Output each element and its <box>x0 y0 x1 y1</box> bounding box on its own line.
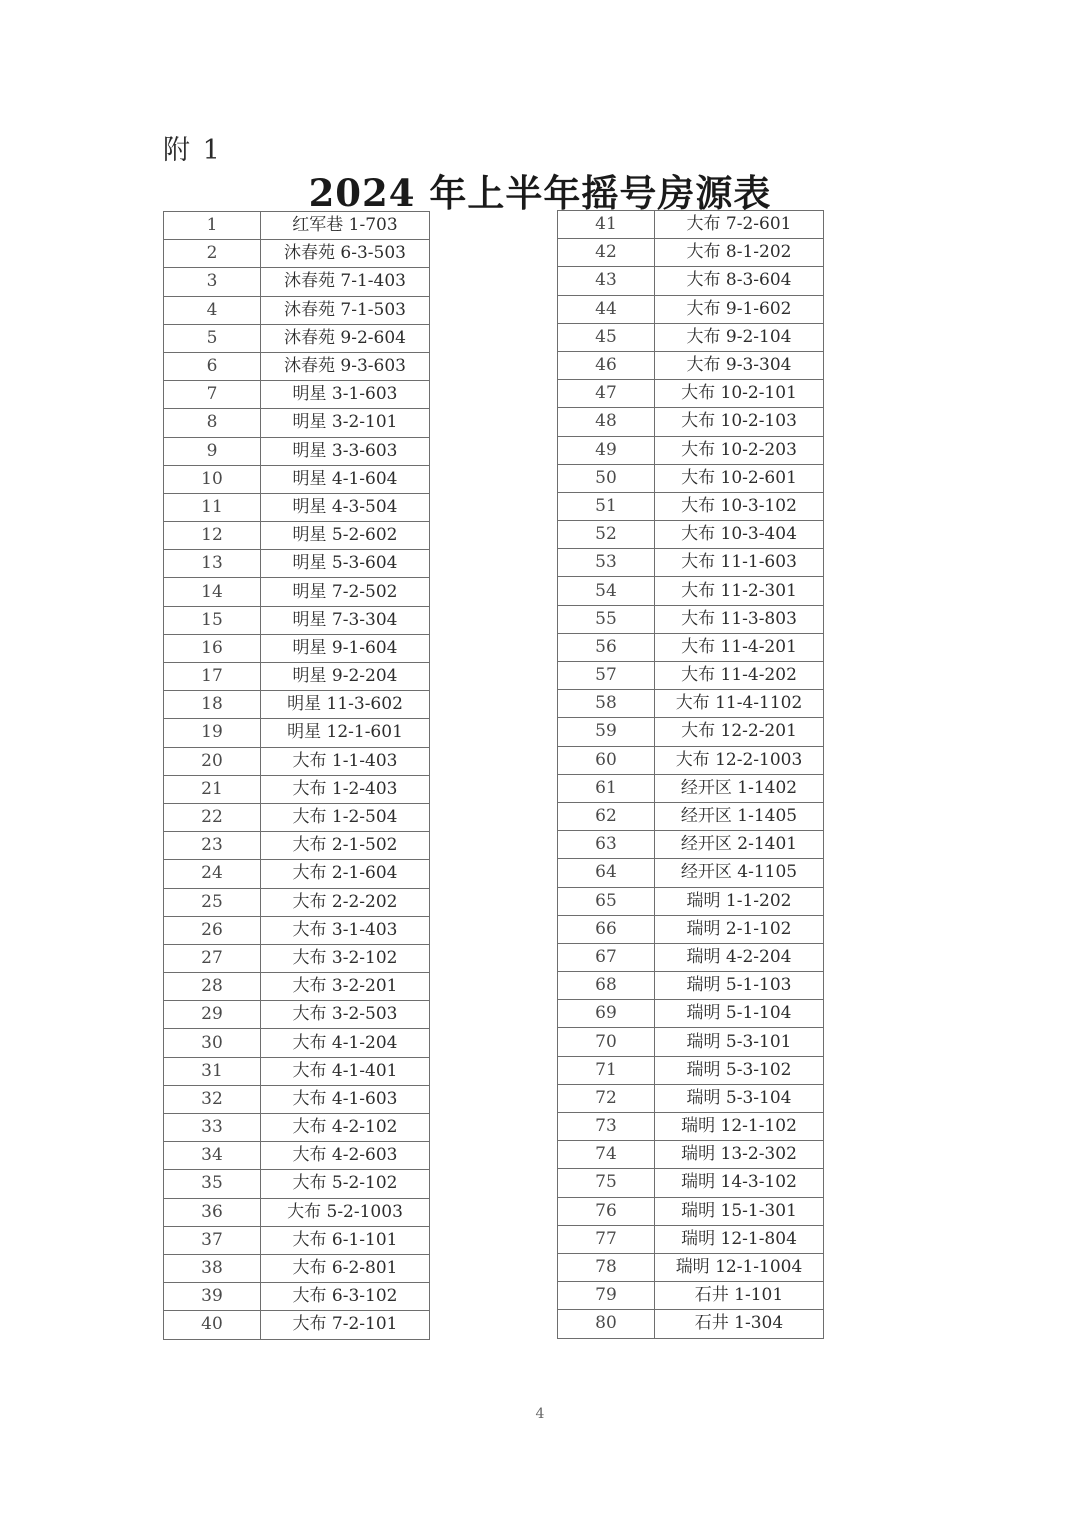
table-row <box>558 211 824 239</box>
table-row <box>558 408 824 436</box>
row-number: 34 <box>164 1142 261 1170</box>
house-address: 大布 5-2-1003 <box>261 1198 430 1226</box>
row-number: 52 <box>558 521 655 549</box>
house-address: 大布 4-1-603 <box>261 1085 430 1113</box>
row-number: 58 <box>558 690 655 718</box>
row-number: 72 <box>558 1084 655 1112</box>
house-address: 瑞明 4-2-204 <box>655 943 824 971</box>
table-row <box>164 409 430 437</box>
table-row <box>558 1084 824 1112</box>
table-row <box>164 324 430 352</box>
row-number: 46 <box>558 351 655 379</box>
row-number: 63 <box>558 831 655 859</box>
table-row <box>558 1141 824 1169</box>
row-number: 73 <box>558 1113 655 1141</box>
row-number: 62 <box>558 802 655 830</box>
house-address: 大布 9-3-304 <box>655 351 824 379</box>
table-row <box>558 633 824 661</box>
row-number: 33 <box>164 1114 261 1142</box>
row-number: 6 <box>164 352 261 380</box>
row-number: 15 <box>164 606 261 634</box>
row-number: 56 <box>558 633 655 661</box>
table-row <box>164 944 430 972</box>
table-row <box>558 323 824 351</box>
row-number: 24 <box>164 860 261 888</box>
house-address: 大布 3-2-102 <box>261 944 430 972</box>
table-row <box>164 1001 430 1029</box>
table-row <box>164 296 430 324</box>
row-number: 12 <box>164 522 261 550</box>
table-row <box>558 295 824 323</box>
row-number: 22 <box>164 803 261 831</box>
table-row <box>164 803 430 831</box>
table-row <box>558 549 824 577</box>
row-number: 27 <box>164 944 261 972</box>
house-address: 明星 3-3-603 <box>261 437 430 465</box>
table-row <box>164 634 430 662</box>
table-row <box>164 832 430 860</box>
house-address: 沐春苑 7-1-403 <box>261 268 430 296</box>
house-address: 大布 6-1-101 <box>261 1226 430 1254</box>
table-row <box>558 1310 824 1338</box>
house-address: 石井 1-304 <box>655 1310 824 1338</box>
house-address: 大布 11-3-803 <box>655 605 824 633</box>
house-address: 大布 6-2-801 <box>261 1254 430 1282</box>
house-address: 瑞明 5-3-102 <box>655 1056 824 1084</box>
house-address: 大布 11-4-1102 <box>655 690 824 718</box>
row-number: 70 <box>558 1028 655 1056</box>
house-address: 沐春苑 9-3-603 <box>261 352 430 380</box>
house-address: 大布 12-2-1003 <box>655 746 824 774</box>
table-row <box>558 1253 824 1281</box>
house-address: 大布 11-4-201 <box>655 633 824 661</box>
row-number: 67 <box>558 943 655 971</box>
table-row <box>558 887 824 915</box>
row-number: 36 <box>164 1198 261 1226</box>
house-address: 大布 10-2-101 <box>655 380 824 408</box>
table-row <box>558 605 824 633</box>
house-address: 瑞明 5-3-101 <box>655 1028 824 1056</box>
table-row <box>558 521 824 549</box>
table-row <box>558 943 824 971</box>
table-row <box>164 1029 430 1057</box>
row-number: 76 <box>558 1197 655 1225</box>
house-address: 明星 9-2-204 <box>261 663 430 691</box>
table-row <box>164 1142 430 1170</box>
house-address: 明星 11-3-602 <box>261 691 430 719</box>
table-row <box>558 1000 824 1028</box>
house-address: 明星 7-2-502 <box>261 578 430 606</box>
table-row <box>558 1056 824 1084</box>
table-row <box>558 1169 824 1197</box>
row-number: 37 <box>164 1226 261 1254</box>
house-address: 明星 4-3-504 <box>261 493 430 521</box>
table-row <box>558 915 824 943</box>
house-address: 沐春苑 9-2-604 <box>261 324 430 352</box>
table-row <box>558 1197 824 1225</box>
table-row <box>164 437 430 465</box>
table-row <box>558 239 824 267</box>
table-row <box>164 916 430 944</box>
row-number: 9 <box>164 437 261 465</box>
row-number: 53 <box>558 549 655 577</box>
house-address: 瑞明 5-1-103 <box>655 972 824 1000</box>
row-number: 49 <box>558 436 655 464</box>
table-row <box>164 1085 430 1113</box>
row-number: 1 <box>164 212 261 240</box>
row-number: 40 <box>164 1311 261 1339</box>
row-number: 75 <box>558 1169 655 1197</box>
attachment-label: 附 1 <box>163 135 222 166</box>
table-row <box>558 746 824 774</box>
row-number: 3 <box>164 268 261 296</box>
table-row <box>558 351 824 379</box>
table-row <box>164 747 430 775</box>
table-row <box>164 240 430 268</box>
house-address: 大布 10-2-203 <box>655 436 824 464</box>
row-number: 31 <box>164 1057 261 1085</box>
table-row <box>558 577 824 605</box>
house-address: 大布 12-2-201 <box>655 718 824 746</box>
house-address: 大布 4-1-401 <box>261 1057 430 1085</box>
house-address: 大布 6-3-102 <box>261 1283 430 1311</box>
house-address: 大布 10-2-601 <box>655 464 824 492</box>
row-number: 47 <box>558 380 655 408</box>
house-address: 大布 11-4-202 <box>655 662 824 690</box>
house-address: 大布 5-2-102 <box>261 1170 430 1198</box>
table-row <box>558 972 824 1000</box>
table-row <box>558 831 824 859</box>
house-address: 明星 12-1-601 <box>261 719 430 747</box>
row-number: 17 <box>164 663 261 691</box>
house-address: 大布 9-1-602 <box>655 295 824 323</box>
table-row <box>164 606 430 634</box>
house-address: 明星 9-1-604 <box>261 634 430 662</box>
row-number: 50 <box>558 464 655 492</box>
page-title: 2024 年上半年摇号房源表 <box>308 171 772 215</box>
row-number: 4 <box>164 296 261 324</box>
table-row <box>164 888 430 916</box>
row-number: 35 <box>164 1170 261 1198</box>
table-row <box>164 1114 430 1142</box>
table-row <box>164 578 430 606</box>
table-row <box>558 662 824 690</box>
table-row <box>164 663 430 691</box>
house-address: 瑞明 1-1-202 <box>655 887 824 915</box>
row-number: 7 <box>164 381 261 409</box>
page-number: 4 <box>535 1406 545 1422</box>
house-address: 大布 9-2-104 <box>655 323 824 351</box>
housing-table-right <box>557 210 824 1339</box>
table-row <box>164 522 430 550</box>
row-number: 43 <box>558 267 655 295</box>
house-address: 瑞明 12-1-102 <box>655 1113 824 1141</box>
house-address: 经开区 1-1402 <box>655 774 824 802</box>
table-row <box>164 550 430 578</box>
row-number: 54 <box>558 577 655 605</box>
row-number: 80 <box>558 1310 655 1338</box>
table-row <box>558 380 824 408</box>
table-row <box>164 1226 430 1254</box>
table-row <box>164 212 430 240</box>
row-number: 65 <box>558 887 655 915</box>
house-address: 经开区 1-1405 <box>655 802 824 830</box>
table-row <box>164 1283 430 1311</box>
row-number: 13 <box>164 550 261 578</box>
row-number: 77 <box>558 1225 655 1253</box>
house-address: 瑞明 15-1-301 <box>655 1197 824 1225</box>
house-address: 大布 7-2-601 <box>655 211 824 239</box>
house-address: 明星 5-3-604 <box>261 550 430 578</box>
table-row <box>164 1311 430 1339</box>
row-number: 39 <box>164 1283 261 1311</box>
house-address: 大布 10-3-102 <box>655 492 824 520</box>
table-row <box>558 1282 824 1310</box>
table-row <box>164 775 430 803</box>
house-address: 大布 11-2-301 <box>655 577 824 605</box>
row-number: 45 <box>558 323 655 351</box>
row-number: 38 <box>164 1254 261 1282</box>
row-number: 66 <box>558 915 655 943</box>
table-row <box>558 464 824 492</box>
row-number: 2 <box>164 240 261 268</box>
row-number: 5 <box>164 324 261 352</box>
row-number: 78 <box>558 1253 655 1281</box>
table-row <box>558 1028 824 1056</box>
house-address: 经开区 2-1401 <box>655 831 824 859</box>
house-address: 大布 3-2-201 <box>261 973 430 1001</box>
table-row <box>164 1057 430 1085</box>
table-row <box>164 352 430 380</box>
house-address: 大布 10-3-404 <box>655 521 824 549</box>
row-number: 30 <box>164 1029 261 1057</box>
row-number: 28 <box>164 973 261 1001</box>
housing-table-left <box>163 211 430 1340</box>
house-address: 石井 1-101 <box>655 1282 824 1310</box>
row-number: 20 <box>164 747 261 775</box>
row-number: 64 <box>558 859 655 887</box>
row-number: 14 <box>164 578 261 606</box>
house-address: 大布 10-2-103 <box>655 408 824 436</box>
house-address: 大布 8-3-604 <box>655 267 824 295</box>
house-address: 瑞明 12-1-804 <box>655 1225 824 1253</box>
house-address: 瑞明 12-1-1004 <box>655 1253 824 1281</box>
row-number: 8 <box>164 409 261 437</box>
row-number: 26 <box>164 916 261 944</box>
row-number: 71 <box>558 1056 655 1084</box>
row-number: 19 <box>164 719 261 747</box>
row-number: 69 <box>558 1000 655 1028</box>
house-address: 大布 2-1-604 <box>261 860 430 888</box>
row-number: 68 <box>558 972 655 1000</box>
table-row <box>164 719 430 747</box>
house-address: 明星 3-1-603 <box>261 381 430 409</box>
row-number: 21 <box>164 775 261 803</box>
table-row <box>558 859 824 887</box>
row-number: 32 <box>164 1085 261 1113</box>
row-number: 48 <box>558 408 655 436</box>
house-address: 经开区 4-1105 <box>655 859 824 887</box>
table-row <box>558 774 824 802</box>
house-address: 红军巷 1-703 <box>261 212 430 240</box>
house-address: 大布 4-1-204 <box>261 1029 430 1057</box>
house-address: 沐春苑 6-3-503 <box>261 240 430 268</box>
house-address: 大布 11-1-603 <box>655 549 824 577</box>
row-number: 23 <box>164 832 261 860</box>
row-number: 42 <box>558 239 655 267</box>
house-address: 大布 8-1-202 <box>655 239 824 267</box>
table-row <box>164 268 430 296</box>
table-row <box>558 436 824 464</box>
house-address: 大布 1-2-504 <box>261 803 430 831</box>
table-row <box>164 1198 430 1226</box>
house-address: 大布 4-2-102 <box>261 1114 430 1142</box>
house-address: 明星 7-3-304 <box>261 606 430 634</box>
table-row <box>164 381 430 409</box>
row-number: 44 <box>558 295 655 323</box>
table-row <box>164 691 430 719</box>
row-number: 51 <box>558 492 655 520</box>
table-row <box>558 267 824 295</box>
row-number: 74 <box>558 1141 655 1169</box>
house-address: 大布 7-2-101 <box>261 1311 430 1339</box>
row-number: 57 <box>558 662 655 690</box>
row-number: 60 <box>558 746 655 774</box>
table-row <box>558 1225 824 1253</box>
house-address: 大布 1-2-403 <box>261 775 430 803</box>
table-row <box>558 492 824 520</box>
row-number: 25 <box>164 888 261 916</box>
row-number: 61 <box>558 774 655 802</box>
table-row <box>558 718 824 746</box>
house-address: 瑞明 5-3-104 <box>655 1084 824 1112</box>
house-address: 大布 2-1-502 <box>261 832 430 860</box>
house-address: 明星 5-2-602 <box>261 522 430 550</box>
house-address: 大布 4-2-603 <box>261 1142 430 1170</box>
row-number: 59 <box>558 718 655 746</box>
table-row <box>164 465 430 493</box>
house-address: 瑞明 2-1-102 <box>655 915 824 943</box>
house-address: 大布 2-2-202 <box>261 888 430 916</box>
house-address: 瑞明 13-2-302 <box>655 1141 824 1169</box>
table-row <box>164 973 430 1001</box>
row-number: 10 <box>164 465 261 493</box>
house-address: 瑞明 14-3-102 <box>655 1169 824 1197</box>
table-row <box>558 690 824 718</box>
house-address: 明星 4-1-604 <box>261 465 430 493</box>
row-number: 16 <box>164 634 261 662</box>
house-address: 大布 1-1-403 <box>261 747 430 775</box>
row-number: 29 <box>164 1001 261 1029</box>
table-row <box>558 802 824 830</box>
table-row <box>164 493 430 521</box>
house-address: 大布 3-2-503 <box>261 1001 430 1029</box>
house-address: 明星 3-2-101 <box>261 409 430 437</box>
house-address: 沐春苑 7-1-503 <box>261 296 430 324</box>
table-row <box>558 1113 824 1141</box>
row-number: 41 <box>558 211 655 239</box>
table-row <box>164 1254 430 1282</box>
row-number: 18 <box>164 691 261 719</box>
table-row <box>164 860 430 888</box>
row-number: 79 <box>558 1282 655 1310</box>
house-address: 瑞明 5-1-104 <box>655 1000 824 1028</box>
row-number: 11 <box>164 493 261 521</box>
row-number: 55 <box>558 605 655 633</box>
house-address: 大布 3-1-403 <box>261 916 430 944</box>
table-row <box>164 1170 430 1198</box>
